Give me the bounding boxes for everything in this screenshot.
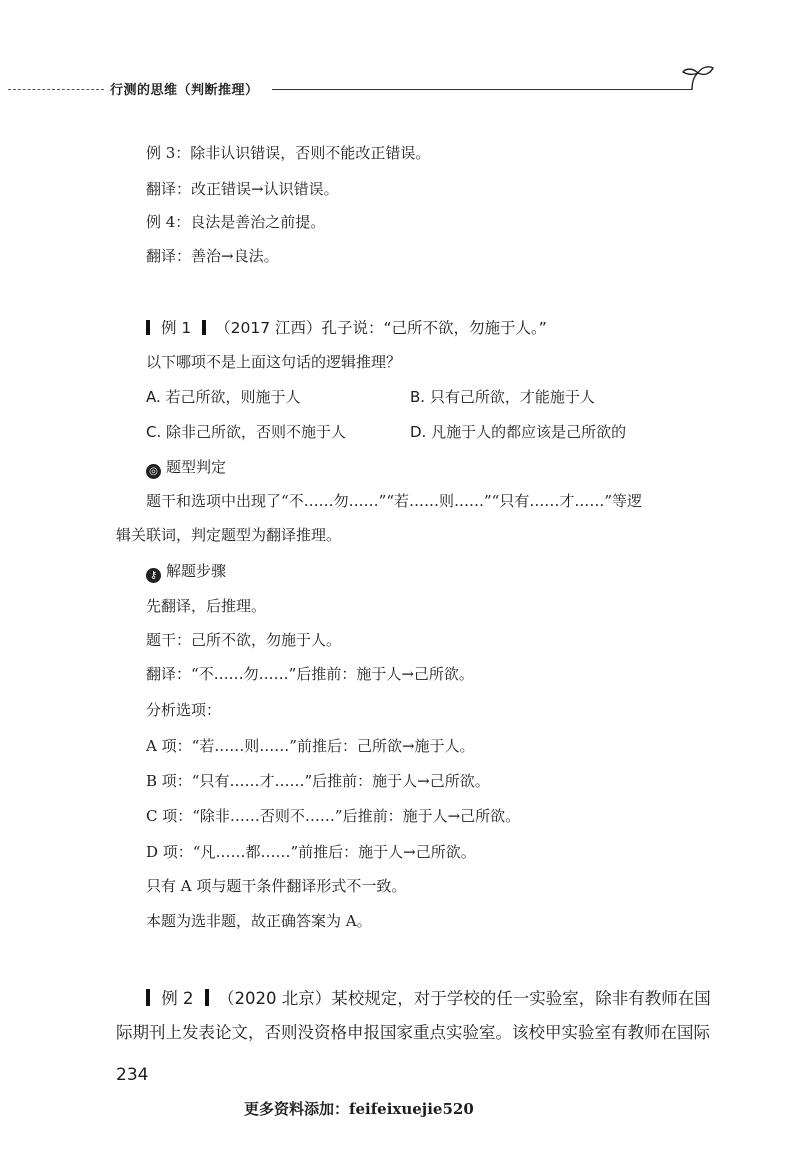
steps-section-heading [146,561,226,583]
target-icon: ◎ [146,464,161,479]
sprout-icon [680,64,716,92]
intro-line: 翻译：改正错误→认识错误。 [146,180,339,198]
example-2-line-1: （2020 北京）某校规定，对于学校的任一实验室，除非有教师在国 [218,989,711,1008]
step-line: B 项：“只有……才……”后推前：施于人→己所欲。 [146,772,490,790]
intro-line: 例 4：良法是善治之前提。 [146,213,326,231]
header-dashed-rule [8,89,104,90]
type-section-text: 题干和选项中出现了“不……勿……”“若……则……”“只有……才……”等逻 [146,492,643,510]
step-line: 分析选项： [146,701,222,719]
label-bracket-right [205,989,209,1006]
example-1-heading [146,316,547,338]
steps-section-title: 解题步骤 [166,562,227,580]
example-2-heading [146,985,711,1009]
option-d: D. 凡施于人的都应该是己所欲的 [410,423,627,441]
example-1-question: 以下哪项不是上面这句话的逻辑推理？ [146,353,402,371]
header-rule [272,89,692,90]
type-section-title: 题型判定 [166,458,227,476]
option-c: C. 除非己所欲，否则不施于人 [146,423,347,441]
step-line: 先翻译，后推理。 [146,597,267,615]
footer-note: 更多资料添加：feifeixuejie520 [244,1100,474,1118]
running-header-title: 行测的思维（判断推理） [110,83,259,98]
example-2-label: 例 2 [161,989,194,1008]
label-bracket-right [202,320,206,335]
example-1-source: （2017 江西）孔子说：“己所不欲，勿施于人。” [215,319,547,337]
step-line: A 项：“若……则……”前推后：己所欲→施于人。 [146,737,475,755]
example-1-label: 例 1 [160,319,192,337]
option-a: A. 若己所欲，则施于人 [146,388,301,406]
type-section-heading [146,457,226,479]
option-b: B. 只有己所欲，才能施于人 [410,388,595,406]
example-2-line-2: 际期刊上发表论文，否则没资格申报国家重点实验室。该校甲实验室有教师在国际 [116,1023,710,1042]
key-icon: ⚷ [146,568,161,583]
intro-line: 翻译：善治→良法。 [146,247,279,265]
intro-line: 例 3：除非认识错误，否则不能改正错误。 [146,144,431,162]
page-number: 234 [116,1065,149,1085]
step-line: 题干：己所不欲，勿施于人。 [146,631,342,649]
label-bracket-left [146,989,150,1006]
type-section-text: 辑关联词，判定题型为翻译推理。 [116,526,342,544]
step-line: 翻译：“不……勿……”后推前：施于人→己所欲。 [146,665,474,683]
label-bracket-left [146,320,150,335]
step-line: D 项：“凡……都……”前推后：施于人→己所欲。 [146,843,476,861]
step-line: C 项：“除非……否则不……”后推前：施于人→己所欲。 [146,807,521,825]
step-line: 本题为选非题，故正确答案为 A。 [146,912,372,930]
step-line: 只有 A 项与题干条件翻译形式不一致。 [146,877,407,895]
